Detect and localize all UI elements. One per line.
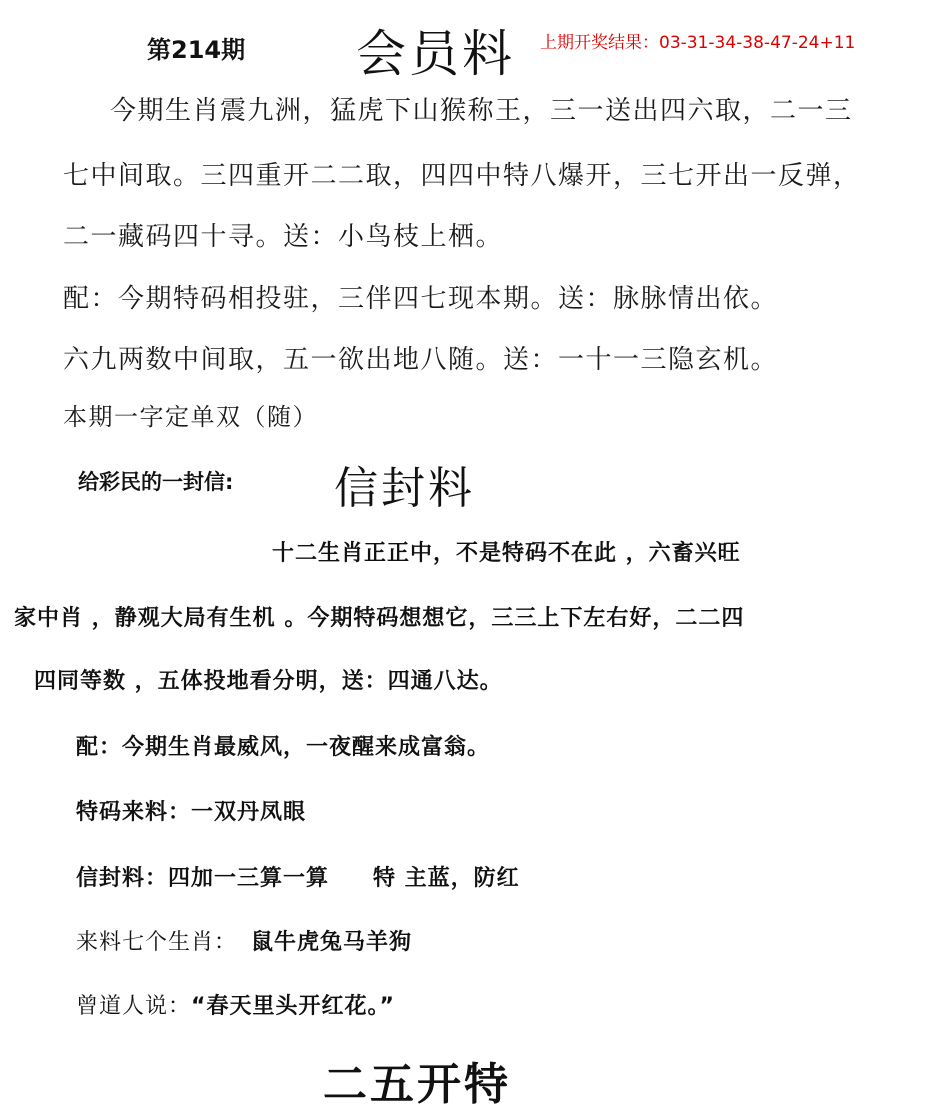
poem-line-3: 二一藏码四十寻。送：小鸟枝上栖。 — [63, 222, 504, 252]
last-draw-result: 上期开奖结果：03-31-34-38-47-24+11 — [540, 33, 856, 53]
poem-line-6: 本期一字定单双（随） — [63, 403, 318, 431]
zodiac-label: 来料七个生肖： — [76, 930, 238, 955]
letter-intro: 给彩民的一封信: — [78, 470, 234, 494]
quote-lead: 曾道人说： — [76, 994, 192, 1019]
footer-headline: 二五开特 — [323, 1059, 511, 1110]
poem-line-2: 七中间取。三四重开二二取，四四中特八爆开，三七开出一反弹， — [63, 161, 861, 191]
letter-line-1: 十二生肖正正中，不是特码不在此 ，六畜兴旺 — [272, 541, 741, 566]
letter-line-8 — [76, 989, 395, 1020]
letter-line-3: 四同等数 ，五体投地看分明，送：四通八达。 — [34, 669, 503, 694]
poem-line-5: 六九两数中间取，五一欲出地八随。送：一十一三隐玄机。 — [63, 345, 779, 375]
letter-line-4: 配：今期生肖最威风，一夜醒来成富翁。 — [76, 735, 491, 760]
letter-line-5: 特码来料：一双丹凤眼 — [76, 800, 307, 825]
quote-text: “春天里头开红花。” — [191, 994, 395, 1019]
letter-line-6-special: 特 主蓝，防红 — [373, 866, 520, 891]
letter-line-7 — [76, 925, 412, 956]
letter-line-6 — [76, 861, 520, 892]
zodiac-list: 鼠牛虎兔马羊狗 — [251, 930, 413, 955]
letter-title: 信封料 — [334, 463, 475, 514]
poem-line-4: 配：今期特码相投驻，三伴四七现本期。送：脉脉情出依。 — [63, 284, 779, 314]
letter-line-6-main: 信封料：四加一三算一算 — [76, 866, 330, 891]
issue-number: 第214期 — [147, 36, 246, 64]
letter-line-2: 家中肖 ，静观大局有生机 。今期特码想想它，三三上下左右好，二二四 — [14, 606, 745, 631]
page-title: 会员料 — [356, 25, 515, 83]
poem-line-1: 今期生肖震九洲，猛虎下山猴称王，三一送出四六取，二一三 — [110, 96, 853, 126]
